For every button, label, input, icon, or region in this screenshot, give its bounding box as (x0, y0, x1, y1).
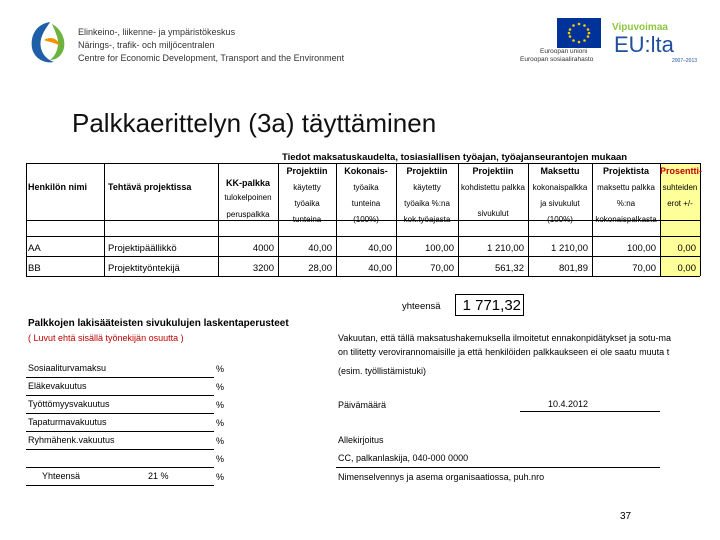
row-aa-total-pay: 1 210,00 (551, 243, 588, 254)
row-aa-proj-hours: 40,00 (308, 243, 332, 254)
ministry-name-en: Centre for Economic Development, Transport and the Environment (78, 53, 345, 63)
row-aa-proj-pay: 1 210,00 (487, 243, 524, 254)
col-header-pct-pay: Projektista maksettu palkka %:na kokonaispalkasta (595, 166, 657, 224)
cost-total-value: 21 % (148, 471, 169, 481)
col-header-project-pay: Projektiin kohdistettu palkka sivukulut (460, 166, 526, 218)
total-value: 1 771,32 (455, 294, 524, 316)
side-costs-subtitle: ( Luvut ehtä sisällä työnekijän osuutta ) (28, 333, 184, 343)
row-aa-pct-time: 100,00 (424, 243, 454, 254)
row-bb-total-pay: 801,89 (558, 263, 588, 274)
eu-flag-icon (557, 18, 601, 48)
row-bb-total-hours: 40,00 (368, 263, 392, 274)
cost-item-label: Tapaturmavakuutus (28, 417, 107, 427)
row-bb-proj-pay: 561,32 (494, 263, 524, 274)
row-bb-diff: 0,00 (677, 263, 696, 274)
eu-fund-label: Euroopan sosiaalirahasto (520, 56, 594, 63)
name-clarification-label: Nimenselvennys ja asema organisaatiossa, puh.nro (338, 472, 545, 482)
cost-total-label: Yhteensä (42, 471, 81, 481)
cost-item-unit: % (216, 382, 225, 392)
ministry-name-sv: Närings-, trafik- och miljöcentralen (78, 40, 215, 50)
signature-label: Allekirjoitus (338, 435, 384, 445)
signer-name: CC, palkanlaskija, 040-000 0000 (338, 453, 469, 463)
col-header-project-hours: Projektiin käytetty työaika tunteina (286, 166, 328, 224)
certification-example: (esim. työllistämistuki) (338, 366, 427, 376)
cost-item-unit: % (216, 418, 225, 428)
ely-logo-icon (26, 18, 74, 66)
row-bb-salary: 3200 (252, 263, 274, 274)
eu-union-label: Euroopan unioni (540, 48, 588, 55)
row-bb-proj-hours: 28,00 (308, 263, 332, 274)
ministry-name-fi: Elinkeino-, liikenne- ja ympäristökeskus (78, 27, 236, 37)
side-costs-title: Palkkojen lakisääteisten sivukulujen laskentaperusteet (28, 318, 289, 329)
col-header-task: Tehtävä projektissa (108, 182, 192, 192)
cost-total-unit: % (216, 472, 225, 482)
row-bb-pct-time: 70,00 (430, 263, 454, 274)
col-header-pct-time: Projektiin käytetty työaika %:na kok.työajasta (403, 166, 451, 224)
page-title: Palkkaerittelyn (3a) täyttäminen (72, 108, 437, 138)
cost-item-unit: % (216, 400, 225, 410)
row-aa-pct-pay: 100,00 (626, 243, 656, 254)
row-aa-salary: 4000 (252, 243, 274, 254)
row-aa-task: Projektipäällikkö (108, 243, 177, 254)
col-header-total-pay: Maksettu kokonaispalkka ja sivukulut (100%) (532, 166, 588, 224)
cost-item-label: Eläkevakuutus (28, 381, 87, 391)
row-bb-name: BB (28, 263, 41, 274)
col-header-name: Henkilön nimi (28, 182, 88, 192)
vipuvoimaa-label: Vipuvoimaa (612, 22, 668, 33)
cost-item-label: Sosiaaliturvamaksu (28, 363, 107, 373)
row-aa-diff: 0,00 (677, 243, 696, 254)
col-header-salary: KK-palkka tulokelpoinen peruspalkka (224, 178, 272, 219)
row-bb-task: Projektityöntekijä (108, 263, 180, 274)
total-label: yhteensä (402, 301, 441, 312)
cost-item-label: Työttömyysvakuutus (28, 399, 110, 409)
table-caption: Tiedot maksatuskaudelta, tosiasiallisen työajan, työajanseurantojen mukaan (282, 152, 628, 163)
date-value: 10.4.2012 (548, 399, 589, 409)
eu-lta-logo: EU:lta (614, 32, 674, 57)
col-header-total-hours: Kokonais- työaika tunteina (100%) (344, 166, 388, 224)
cost-item-label: Ryhmähenk.vakuutus (28, 435, 115, 445)
page-number: 37 (620, 511, 632, 522)
cost-item-unit: % (216, 454, 225, 464)
certification-line-1: Vakuutan, että tällä maksatushakemuksella ilmoitetut ennakonpidätykset ja sotu-ma (338, 333, 672, 343)
cost-item-unit: % (216, 364, 225, 374)
date-label: Päivämäärä (338, 400, 387, 410)
eu-years: 2007–2013 (672, 58, 698, 64)
certification-line-2: on tilitetty verovirannomaisille ja että henkilöiden palkkaukseen ei ole saatu muuta t (338, 347, 670, 357)
row-bb-pct-pay: 70,00 (632, 263, 656, 274)
row-aa-name: AA (28, 243, 41, 254)
row-aa-total-hours: 40,00 (368, 243, 392, 254)
cost-item-unit: % (216, 436, 225, 446)
col-header-diff: Prosentti- suhteiden erot +/- (660, 166, 703, 208)
